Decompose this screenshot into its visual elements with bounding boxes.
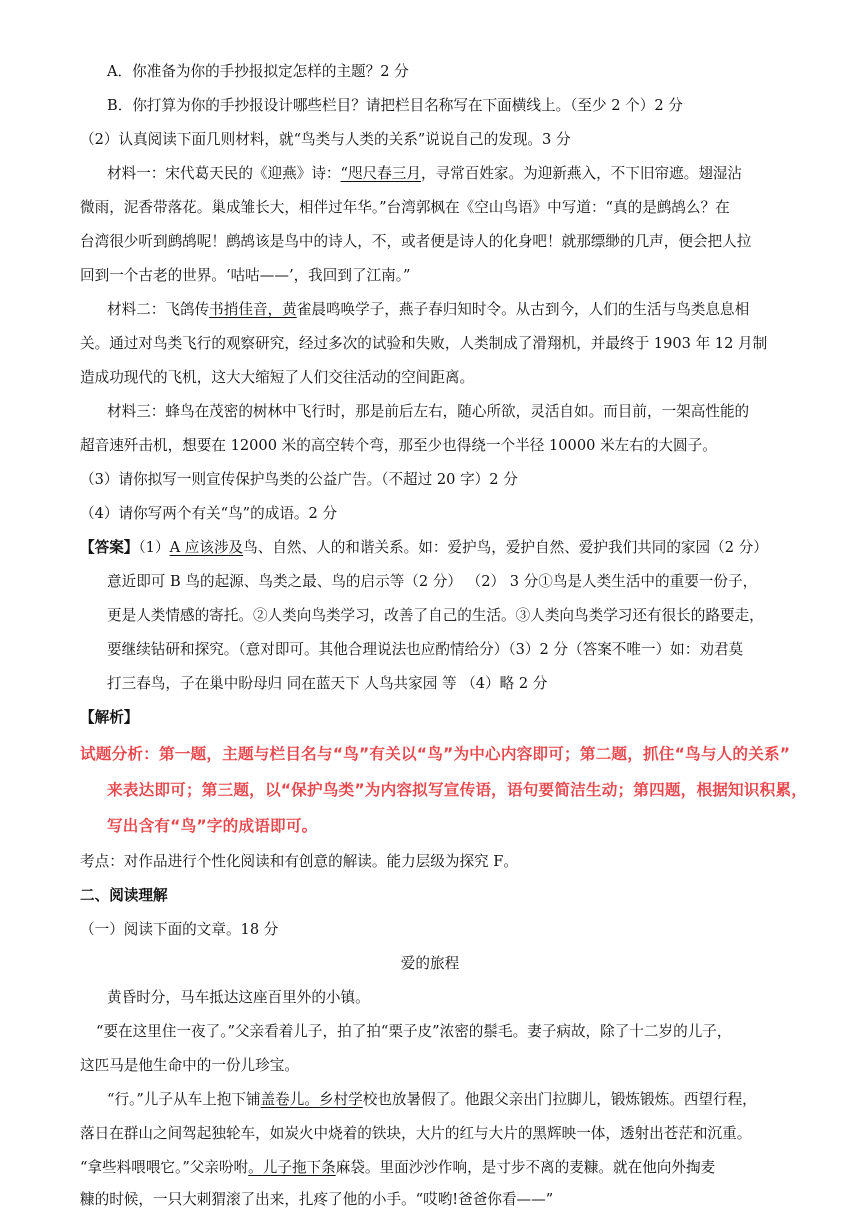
analysis-line-2: 来表达即可；第三题，以“保护鸟类”为内容拟写宣传语，语句要简洁生动；第四题，根据知识积累，	[107, 781, 808, 799]
answer-line-3: 更是人类情感的寄托。②人类向鸟类学习，改善了自己的生活。③人类向鸟类学习还有很长的路要走，	[107, 607, 764, 624]
material-2-underlined: 书捎佳音，黄	[209, 301, 297, 318]
material-2-text: 雀晨鸣唤学子，燕子春归知时令。从古到今，人们的生活与鸟类息息相	[296, 301, 750, 318]
q3-prompt: （3）请你拟写一则宣传保护鸟类的公益广告。（不超过 20 字）2 分	[80, 471, 518, 488]
article-underlined: 盖卷儿。乡村学	[260, 1091, 363, 1108]
article-paragraph-4-line-1	[80, 1158, 715, 1178]
answer-line-2: 意近即可 B 鸟的起源、鸟类之最、鸟的启示等（2 分） （2） 3 分①鸟是人类生活中的重要一份子，	[107, 573, 758, 590]
q1-option-b: B．你打算为你的手抄报设计哪些栏目？请把栏目名称写在下面横线上。（至少 2 个）2 分	[107, 97, 683, 114]
material-3-line-1: 材料三：蜂鸟在茂密的树林中飞行时，那是前后左右，随心所欲，灵活自如。而目前，一架高性能的	[107, 403, 750, 420]
article-text: 麻袋。里面沙沙作响，是寸步不离的麦糠。就在他向外掏麦	[335, 1159, 716, 1176]
q2-prompt: （2）认真阅读下面几则材料，就“鸟类与人类的关系”说说自己的发现。3 分	[80, 131, 571, 148]
analysis-line-1: 试题分析：第一题，主题与栏目名与“鸟”有关以“鸟”为中心内容即可；第二题，抓住“鸟与人的关系”	[80, 745, 791, 763]
answer-text: （1）	[138, 539, 170, 556]
article-title: 爱的旅程	[400, 955, 460, 972]
article-paragraph-3-line-1	[107, 1090, 757, 1110]
material-1-text: 材料一：宋代葛天民的《迎燕》诗：	[107, 165, 341, 182]
article-paragraph-2-line-1: “要在这里住一夜了。”父亲看着儿子，拍了拍“栗子皮”浓密的鬃毛。妻子病故，除了十二岁的儿子，	[96, 1023, 732, 1040]
article-underlined: 。儿子拖下条	[248, 1159, 336, 1176]
answer-line-1	[80, 538, 768, 558]
article-text: “行。”儿子从车上抱下铺	[107, 1091, 261, 1108]
answer-text: 鸟、自然、人的和谐关系。如：爱护鸟，爱护自然、爱护我们共同的家园（2 分）	[243, 539, 768, 556]
section-subheading: （一）阅读下面的文章。18 分	[80, 921, 279, 938]
article-paragraph-2-line-2: 这匹马是他生命中的一份儿珍宝。	[80, 1057, 299, 1074]
material-1-underlined: “咫尺春三月	[340, 165, 421, 182]
answer-line-4: 要继续钻研和探究。（意对即可。其他合理说法也应酌情给分）（3）2 分（答案不唯一）如：劝君莫	[107, 641, 744, 658]
article-paragraph-4-line-2: 糠的时候，一只大刺猬滚了出来，扎疼了他的小手。“哎哟!爸爸你看——”	[80, 1191, 554, 1208]
answer-line-5: 打三春鸟，子在巢中盼母归 同在蓝天下 人鸟共家园 等 （4）略 2 分	[107, 675, 548, 692]
q4-prompt: （4）请你写两个有关“鸟”的成语。2 分	[80, 505, 338, 522]
article-text: 校也放暑假了。他跟父亲出门拉脚儿，锻炼锻炼。西望行程，	[362, 1091, 757, 1108]
analysis-label: 【解析】	[80, 709, 139, 726]
material-1-line-1	[107, 164, 742, 184]
material-3-line-2: 超音速歼击机，想要在 12000 米的高空转个弯，那至少也得绕一个半径 10000 米左右的大圆子。	[80, 437, 717, 454]
q1-option-a: A．你准备为你的手抄报拟定怎样的主题？2 分	[107, 63, 409, 80]
material-1-text: ，寻常百姓家。为迎新燕入，不下旧帘遮。翅湿沾	[420, 165, 743, 182]
kaodian-note: 考点：对作品进行个性化阅读和有创意的解读。能力层级为探究 F。	[80, 853, 518, 870]
section-heading: 二、阅读理解	[80, 887, 168, 904]
material-1-line-2: 微雨，泥香带落花。巢成雏长大，相伴过年华。”台湾郭枫在《空山鸟语》中写道：“真的是鹧鸪么？在	[80, 199, 730, 216]
answer-underlined: A 应该涉及	[169, 539, 244, 556]
material-2-line-3: 造成功现代的飞机，这大大缩短了人们交往活动的空间距离。	[80, 369, 475, 386]
article-text: “拿些料喂喂它。”父亲吩咐	[80, 1159, 249, 1176]
answer-label: 【答案】	[80, 539, 139, 556]
material-2-line-2: 关。通过对鸟类飞行的观察研究，经过多次的试验和失败，人类制成了滑翔机，并最终于 1903 年 12 月制	[80, 335, 768, 352]
material-2-text: 材料二：飞鸽传	[107, 301, 210, 318]
article-paragraph-3-line-2: 落日在群山之间驾起独轮车，如炭火中烧着的铁块，大片的红与大片的黑辉映一体，透射出苍茫和沉重。	[80, 1125, 752, 1142]
material-1-line-3: 台湾很少听到鹧鸪呢！鹧鸪该是鸟中的诗人，不，或者便是诗人的化身吧！就那缥缈的几声，便会把人拉	[80, 233, 752, 250]
analysis-line-3: 写出含有“鸟”字的成语即可。	[107, 817, 318, 835]
material-1-line-4: 回到一个古老的世界。‘咕咕——’，我回到了江南。”	[80, 267, 411, 284]
material-2-line-1	[107, 300, 749, 320]
article-paragraph-1: 黄昏时分，马车抵达这座百里外的小镇。	[107, 989, 370, 1006]
